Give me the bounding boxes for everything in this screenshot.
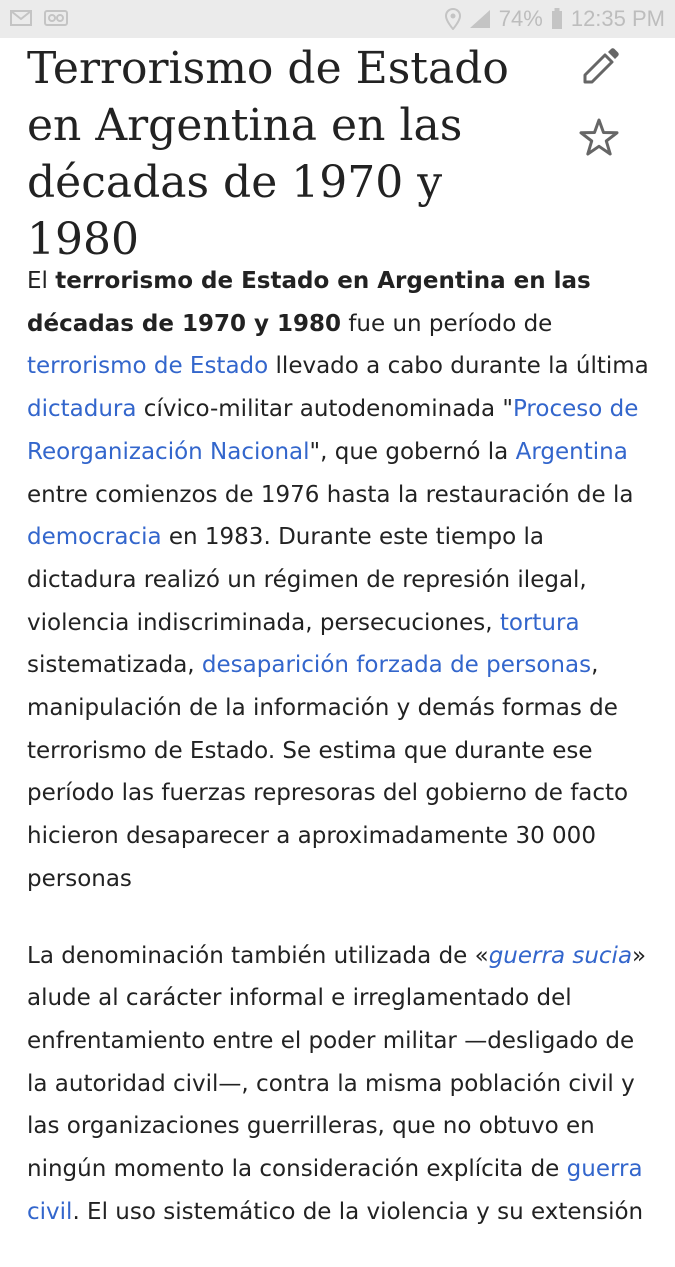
signal-icon — [469, 9, 491, 29]
edit-button[interactable] — [577, 42, 621, 86]
link-democracia[interactable]: democracia — [27, 524, 162, 551]
star-outline-icon — [577, 116, 621, 160]
page-title: Terrorismo de Estado en Argentina en las décadas de 1970 y 1980 — [27, 43, 509, 265]
pencil-icon — [577, 42, 621, 86]
paragraph-intro — [27, 260, 652, 901]
text-run: fue un período de — [341, 310, 553, 337]
link-terrorismo-de-estado[interactable]: terrorismo de Estado — [27, 353, 269, 380]
status-bar-notifications — [10, 10, 68, 26]
article-content — [27, 260, 652, 1267]
text-run: El — [27, 268, 56, 294]
text-run: en 1983. Durante este tiempo la dictadura realizó un régimen de represión ilegal, violencia indiscriminada, persecuciones, — [27, 524, 587, 636]
link-desaparicion-forzada[interactable]: desaparición forzada de personas — [201, 652, 592, 679]
paragraph-guerra-sucia — [27, 935, 652, 1234]
text-run: llevado a cabo durante la última — [268, 353, 649, 380]
text-run: » alude al carácter informal e irreglamentado del enfrentamiento entre el poder militar —desligado de la autoridad civil—, contra la misma población civil y las organizaciones guerrilleras, que no obtuvo en ningún momento la consideración explícita de — [27, 942, 647, 1183]
bold-subject: terrorismo de Estado en Argentina en las décadas de 1970 y 1980 — [27, 268, 591, 337]
text-run: . El uso sistemático de la violencia y su extensión — [72, 1198, 644, 1225]
link-argentina[interactable]: Argentina — [515, 438, 628, 465]
text-run: ", que gobernó la — [309, 438, 516, 465]
voicemail-icon — [44, 10, 68, 26]
watch-star-button[interactable] — [577, 116, 621, 160]
link-dictadura[interactable]: dictadura — [27, 396, 137, 423]
battery-percentage: 74% — [498, 6, 543, 31]
text-run: , manipulación de la información y demás formas de terrorismo de Estado. Se estima que durante ese período las fuerzas represoras del gobierno de facto hicieron desaparecer a aproximadamente 30 000 personas — [27, 652, 629, 892]
text-run: La denominación también utilizada de « — [27, 942, 489, 969]
battery-icon — [551, 8, 563, 30]
text-run: entre comienzos de 1976 hasta la restauración de la — [27, 481, 634, 508]
clock: 12:35 PM — [570, 6, 665, 31]
link-proceso-de-reorganizacion-nacional[interactable]: Proceso de Reorganización Nacional — [27, 396, 639, 465]
text-run: cívico-militar autodenominada " — [136, 396, 513, 423]
link-guerra-sucia[interactable]: guerra sucia — [488, 942, 633, 969]
status-bar-system — [445, 6, 665, 32]
link-tortura[interactable]: tortura — [499, 609, 580, 636]
status-bar — [0, 0, 675, 38]
link-guerra-civil[interactable]: guerra civil — [27, 1156, 643, 1225]
location-icon — [445, 8, 461, 30]
text-run: sistematizada, — [27, 652, 202, 679]
mail-icon — [10, 10, 32, 26]
